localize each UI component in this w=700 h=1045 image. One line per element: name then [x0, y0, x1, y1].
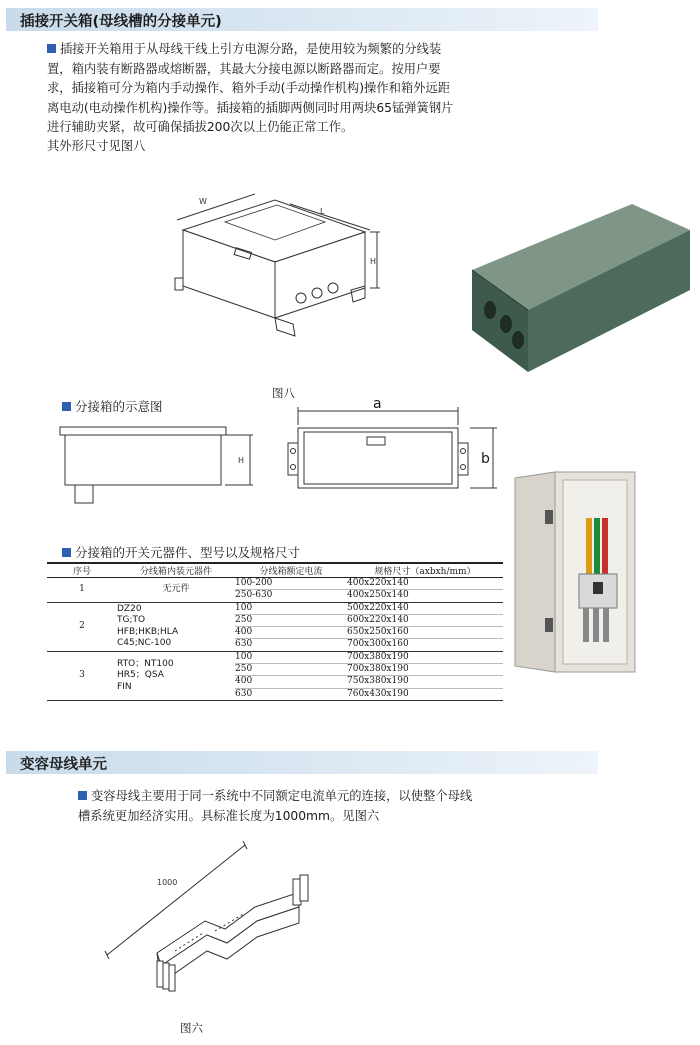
size-cell: 700x380x190: [347, 664, 503, 676]
dimension-h-label: H: [370, 257, 377, 266]
current-cell: 250: [235, 664, 347, 676]
plug-in-box-line-drawing: [165, 190, 390, 350]
section-header-variable-busway: [6, 751, 598, 774]
paragraph-line: 进行辅助夹紧，故可确保插拔200次以上仍能正常工作。: [47, 120, 354, 134]
table-row: [47, 578, 503, 590]
column-header: 分线箱额定电流: [235, 563, 347, 578]
column-header: 分线箱内装元器件: [117, 563, 235, 578]
section-header-plug-in-box: [6, 8, 598, 31]
current-cell: 400: [235, 676, 347, 688]
bullet-icon: [47, 44, 56, 53]
variable-busway-drawing: [85, 835, 325, 1015]
figure-8-caption: 图八: [272, 386, 295, 400]
component-cell: RTO；NT100 HR5；QSA FIN: [117, 651, 235, 700]
current-cell: 100: [235, 651, 347, 663]
size-cell: 700x300x160: [347, 639, 503, 651]
schematic-h-label: H: [238, 456, 245, 465]
section-title: 变容母线单元: [20, 757, 107, 773]
open-cabinet-photo: [513, 470, 638, 675]
schematic-a-label: a: [373, 396, 382, 412]
dimension-1000-label: 1000: [157, 878, 178, 887]
current-cell: 630: [235, 639, 347, 651]
paragraph-line: 变容母线主要用于同一系统中不同额定电流单元的连接，以使整个母线: [78, 787, 510, 807]
current-cell: 250-630: [235, 590, 347, 602]
seq-cell: 2: [47, 602, 117, 651]
size-cell: 600x220x140: [347, 614, 503, 626]
junction-box-schematic: [55, 395, 505, 515]
column-header: 规格尺寸（axbxh/mm）: [347, 563, 503, 578]
current-cell: 100-200: [235, 578, 347, 590]
figure-note: 其外形尺寸见图八: [47, 139, 146, 153]
size-cell: 500x220x140: [347, 602, 503, 614]
schematic-b-label: b: [481, 451, 490, 467]
size-cell: 760x430x190: [347, 688, 503, 700]
size-cell: 400x250x140: [347, 590, 503, 602]
dimension-l-label: L: [320, 207, 325, 216]
bullet-icon: [78, 791, 87, 800]
dimension-w-label: W: [199, 197, 207, 206]
current-cell: 250: [235, 614, 347, 626]
schematic-heading: 分接箱的示意图: [62, 397, 163, 415]
plug-in-box-photo: [460, 200, 695, 380]
table-row: [47, 651, 503, 663]
busway-paragraph: [78, 787, 510, 826]
intro-paragraph: [47, 40, 502, 138]
current-cell: 400: [235, 627, 347, 639]
paragraph-line: 离电动(电动操作机构)操作等。插接箱的插脚两侧同时用两块65锰弹簧钢片: [47, 100, 454, 115]
spec-table: [47, 562, 503, 701]
table-header-row: [47, 563, 503, 578]
paragraph-line: 置，箱内装有断路器或熔断器，其最大分接电源以断路器而定。按用户要: [47, 61, 441, 76]
size-cell: 650x250x160: [347, 627, 503, 639]
component-cell: DZ20 TG;TO HFB;HKB;HLA C45;NC-100: [117, 602, 235, 651]
component-cell: 无元件: [117, 578, 235, 603]
size-cell: 400x220x140: [347, 578, 503, 590]
paragraph-line: 求，插接箱可分为箱内手动操作、箱外手动(手动操作机构)操作和箱外远距: [47, 81, 451, 95]
column-header: 序号: [47, 563, 117, 578]
size-cell: 700x380x190: [347, 651, 503, 663]
current-cell: 630: [235, 688, 347, 700]
table-heading: 分接箱的开关元器件、型号以及规格尺寸: [62, 543, 300, 561]
size-cell: 750x380x190: [347, 676, 503, 688]
seq-cell: 3: [47, 651, 117, 700]
seq-cell: 1: [47, 578, 117, 603]
table-row: [47, 602, 503, 614]
section-title: 插接开关箱(母线槽的分接单元): [20, 14, 222, 30]
bullet-icon: [62, 548, 71, 557]
paragraph-line: 插接开关箱用于从母线干线上引方电源分路，是使用较为频繁的分线装: [47, 40, 502, 60]
current-cell: 100: [235, 602, 347, 614]
figure-6-caption: 图六: [180, 1021, 203, 1035]
paragraph-line: 槽系统更加经济实用。具标准长度为1000mm。见图六: [78, 808, 380, 823]
